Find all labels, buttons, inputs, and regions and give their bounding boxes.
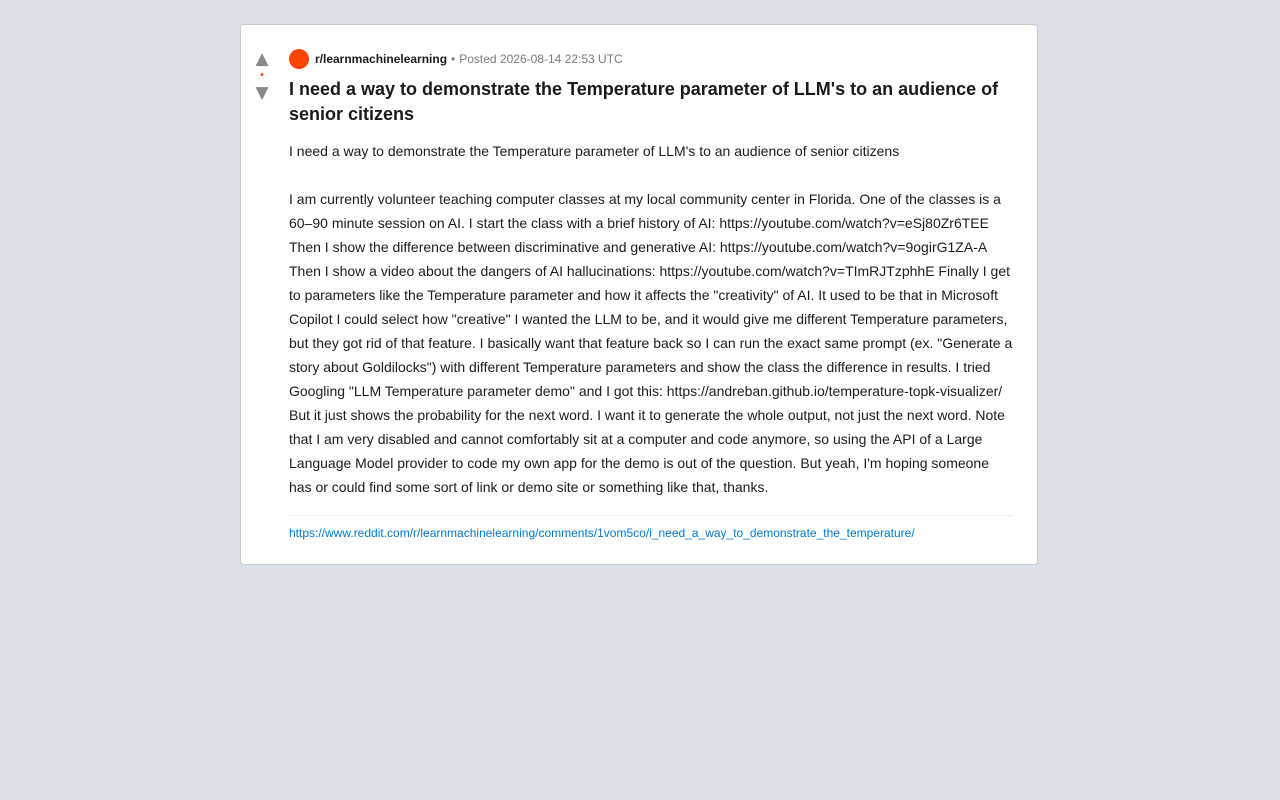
vote-score: • [260, 70, 264, 81]
post-body-paragraph: I need a way to demonstrate the Temperature parameter of LLM's to an audience of senior citizens [289, 143, 900, 159]
downvote-arrow-icon[interactable]: ▼ [255, 83, 269, 103]
post-footer [289, 515, 1013, 542]
post-body-paragraph: I am currently volunteer teaching computer classes at my local community center in Florida. One of the classes is a 60–90 minute session on AI. I start the class with a brief history of AI: https://youtube.com/watch?v=eSj80Zr6TEE Then I show the difference between discriminative and generative AI: https://youtube.com/watch?v=9ogirG1ZA-A Then I show a video about the dangers of AI hallucinations: https://youtube.com/watch?v=TImRJTzphhE Finally I get to parameters like the Temperature parameter and how it affects the "creativity" of AI. It used to be that in Microsoft Copilot I could select how "creative" I wanted the LLM to be, and it would give me different Temperature parameters, but they got rid of that feature. I basically want that feature back so I can run the exact same prompt (ex. "Generate a story about Goldilocks") with different Temperature parameters and show the class the difference in results. I tried Googling "LLM Temperature parameter demo" and I got this: https://andreban.github.io/temperature-topk-visualizer/ But it just shows the probability for the next word. I want it to generate the whole output, not just the next word. Note that I am very disabled and cannot comfortably sit at a computer and code anymore, so using the API of a Large Language Model provider to code my own app for the demo is out of the question. But yeah, I'm hoping someone has or could find some sort of link or demo site or something like that, thanks. [289, 191, 1013, 495]
vote-column [241, 49, 283, 103]
post-title[interactable]: I need a way to demonstrate the Temperature parameter of LLM's to an audience of senior citizens [289, 79, 999, 124]
meta-separator: • [451, 52, 456, 66]
upvote-arrow-icon[interactable]: ▲ [255, 49, 269, 69]
post-meta [289, 49, 1013, 69]
subreddit-avatar[interactable] [289, 49, 309, 69]
post-timestamp: Posted 2026-08-14 22:53 UTC [459, 52, 623, 66]
permalink-link[interactable]: https://www.reddit.com/r/learnmachinelearning/comments/1vom5co/i_need_a_way_to_demonstrate_the_temperature/ [289, 526, 915, 540]
post-card [240, 24, 1038, 565]
subreddit-name[interactable]: r/learnmachinelearning [315, 52, 448, 66]
post-body [289, 139, 1013, 499]
